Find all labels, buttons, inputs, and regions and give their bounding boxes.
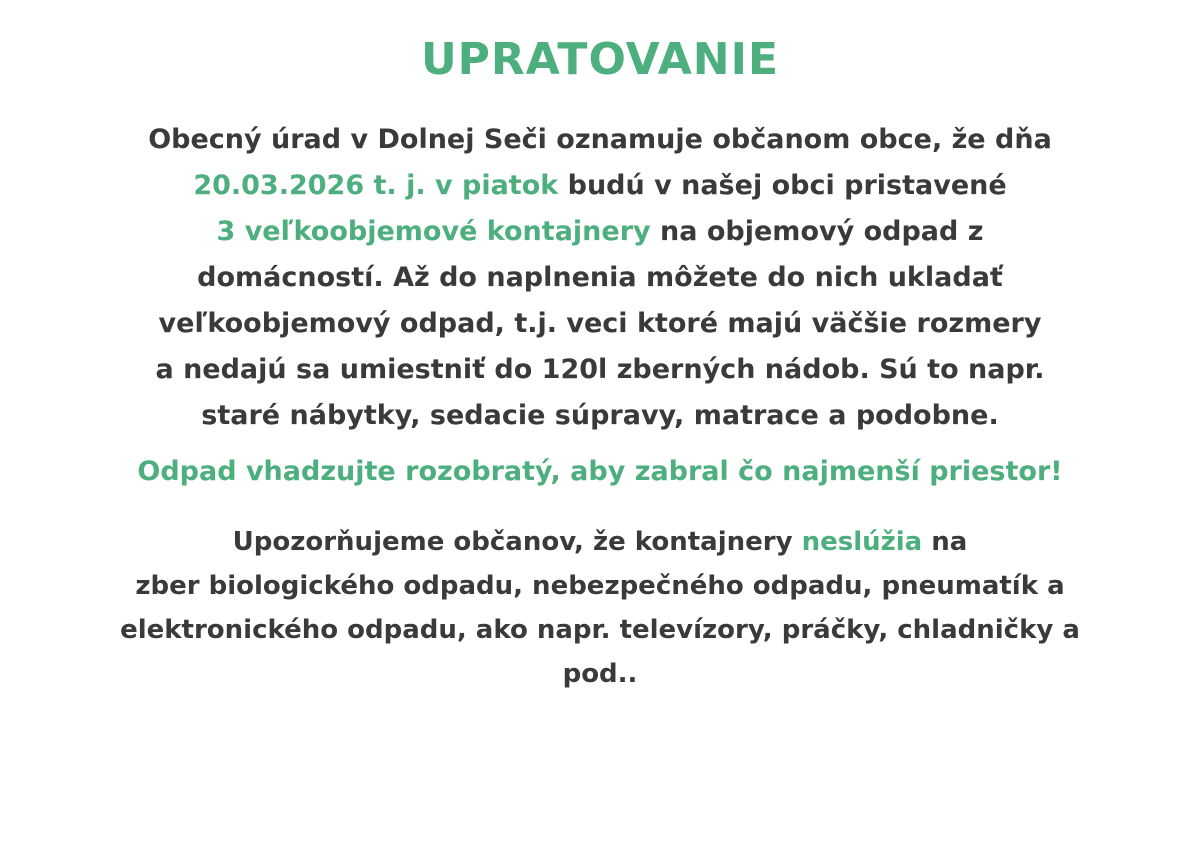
intro-line-7: staré nábytky, sedacie súpravy, matrace a podobne. xyxy=(201,400,999,431)
containers-highlight: 3 veľkoobjemové kontajnery xyxy=(216,216,651,247)
intro-line-3-rest: na objemový odpad z xyxy=(650,216,984,247)
notice-line-1-end: na xyxy=(922,527,968,557)
date-highlight: 20.03.2026 t. j. v piatok xyxy=(193,170,559,201)
notice-line-1-start: Upozorňujeme občanov, že kontajnery xyxy=(232,527,802,557)
intro-line-4: domácností. Až do naplnenia môžete do nich ukladať xyxy=(197,262,1003,293)
intro-line-5: veľkoobjemový odpad, t.j. veci ktoré majú väčšie rozmery xyxy=(158,308,1042,339)
intro-line-2 xyxy=(0,163,1200,209)
notice-line-4: pod.. xyxy=(562,659,638,689)
page-title: UPRATOVANIE xyxy=(420,34,780,85)
warning-line: Odpad vhadzujte rozobratý, aby zabral čo najmenší priestor! xyxy=(137,456,1063,487)
intro-line-2-rest: budú v našej obci pristavené xyxy=(558,170,1007,201)
not-for-highlight: neslúžia xyxy=(801,527,923,557)
notice-line-2: zber biologického odpadu, nebezpečného odpadu, pneumatík a xyxy=(135,571,1065,601)
intro-paragraph xyxy=(0,117,1200,439)
intro-line-6: a nedajú sa umiestniť do 120l zberných nádob. Sú to napr. xyxy=(155,354,1045,385)
intro-line-1: Obecný úrad v Dolnej Seči oznamuje občanom obce, že dňa xyxy=(148,124,1052,155)
intro-line-3 xyxy=(0,209,1200,255)
notice-line-1 xyxy=(0,520,1200,564)
notice-paragraph xyxy=(0,520,1200,696)
notice-line-3: elektronického odpadu, ako napr. televízory, práčky, chladničky a xyxy=(120,615,1080,645)
